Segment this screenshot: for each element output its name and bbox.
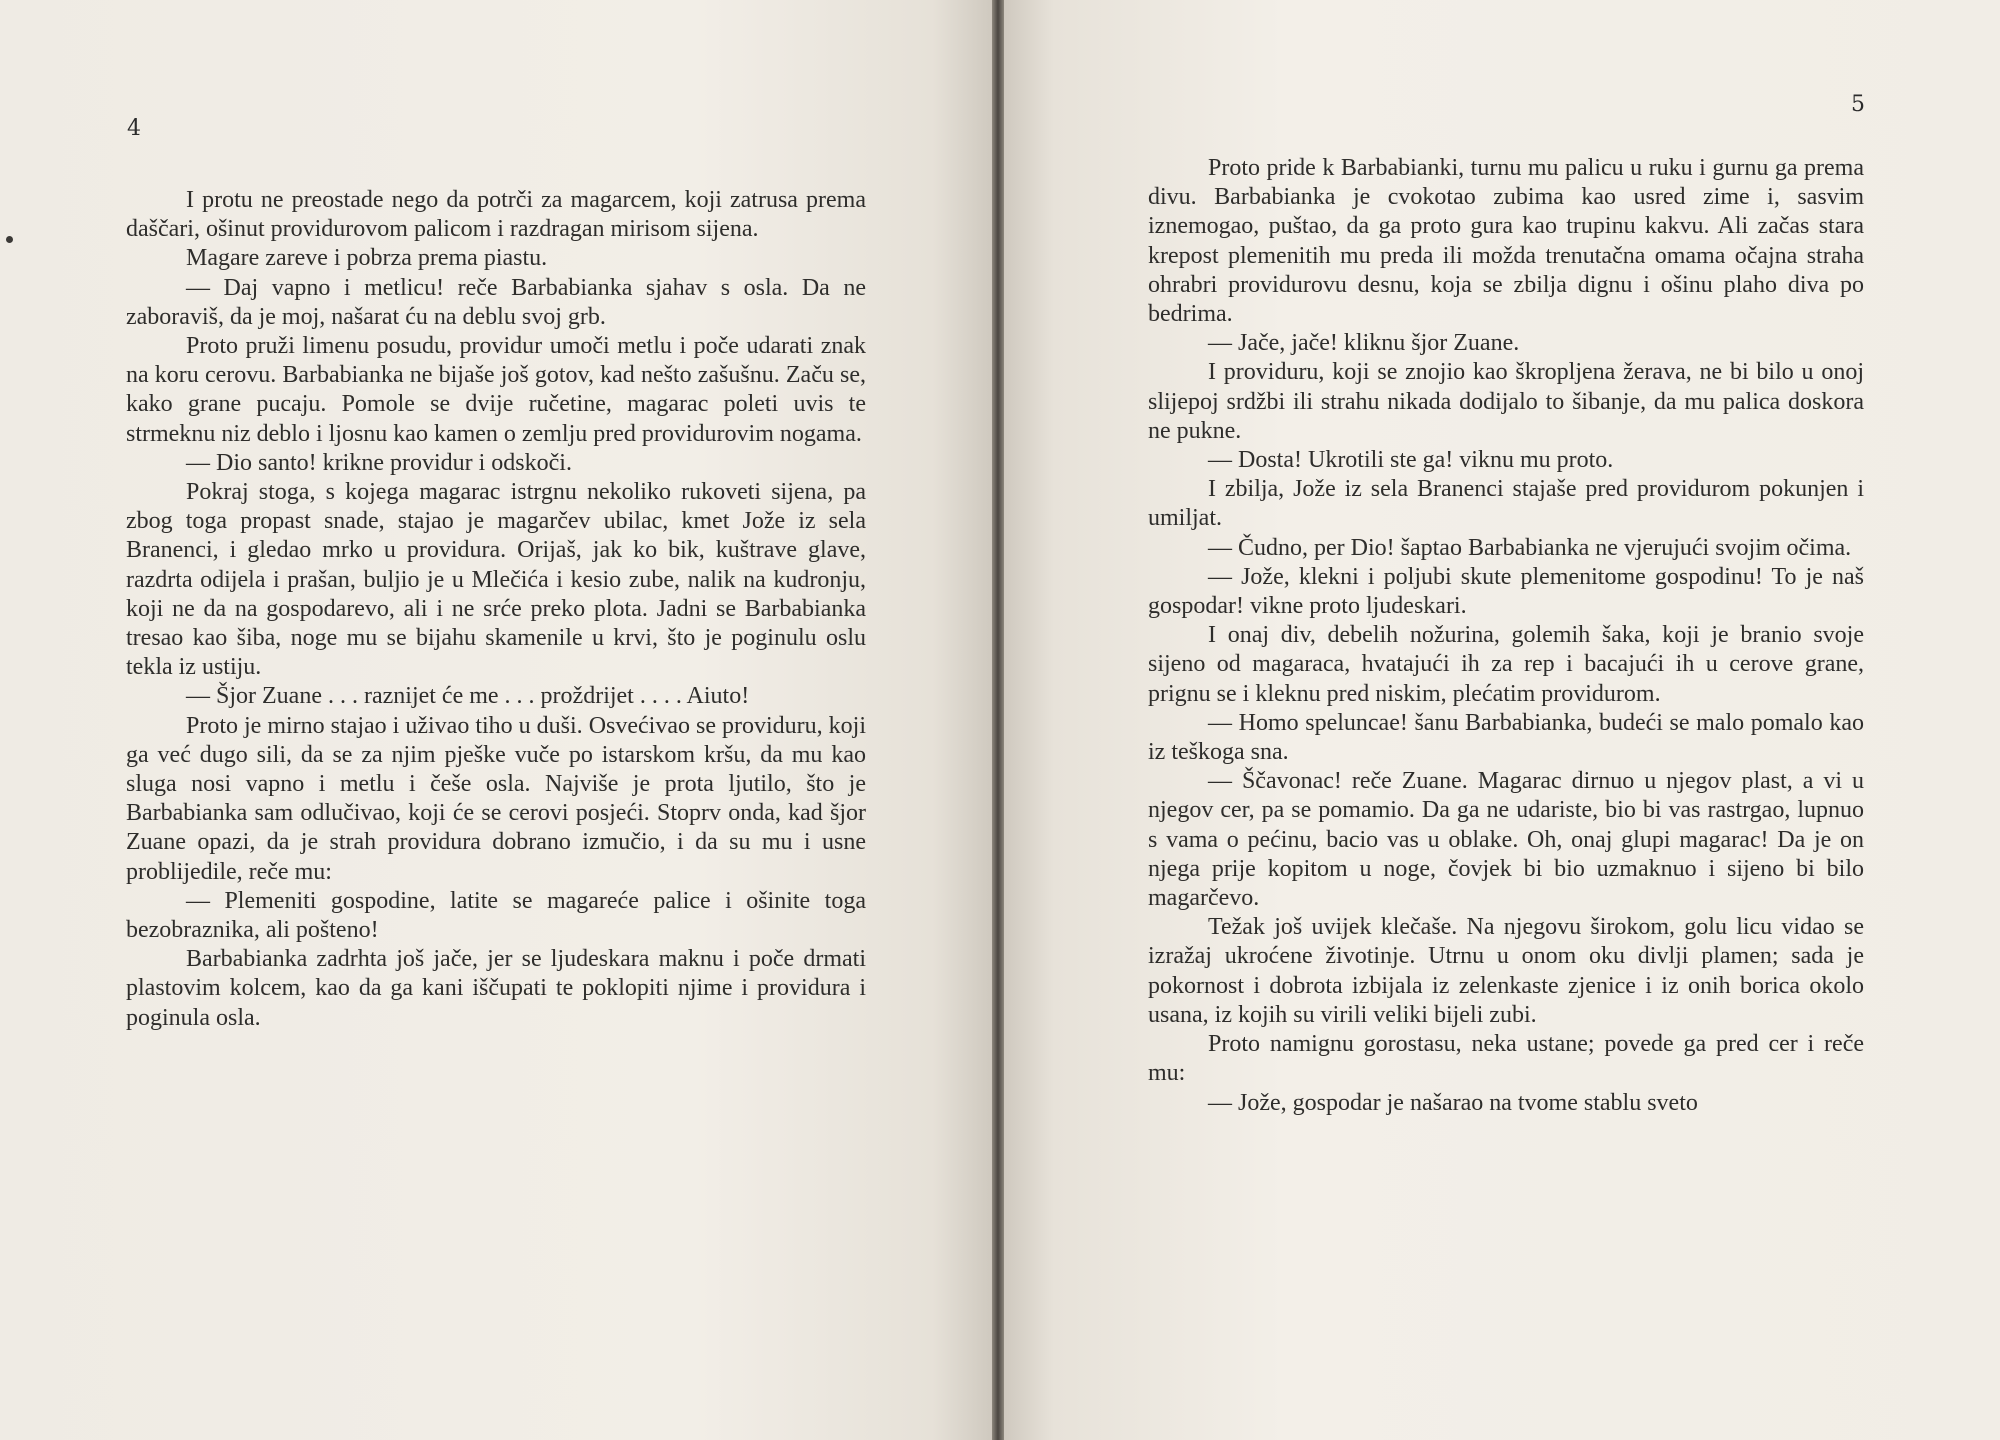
paragraph: — Jače, jače! kliknu šjor Zuane. (1208, 330, 1520, 357)
paragraph: I protu ne preostade nego da potrči za magarcem, koji zatrusa prema daščari, ošinut providurovom palicom i razdragan mirisom sijena. (126, 187, 866, 243)
book-gutter (992, 0, 1004, 1440)
paragraph: — Plemeniti gospodine, latite se magareće palice i ošinite toga bezobraznika, ali pošteno! (126, 887, 866, 944)
paragraph: Težak još uvijek klečaše. Na njegovu širokom, golu licu vidao se izražaj ukroćene životinje. Utrnu u onom oku divlji plamen; sada je pokornost i dobrota izbijala iz zelenkaste zjenice i iz onih borica okolo usana, iz kojih su virili veliki bijeli zubi. (1148, 914, 1864, 1028)
paragraph: — Čudno, per Dio! šaptao Barbabianka ne vjerujući svojim očima. (1208, 534, 1852, 561)
paragraph: — Dio santo! krikne providur i odskoči. (186, 449, 572, 476)
ink-speck (6, 236, 13, 243)
paragraph: I onaj div, debelih nožurina, golemih šaka, koji je branio svoje sijeno od magaraca, hvatajući ih za rep i bacajući ih u cerove grane, prignu se i kleknu pred niskim, plećatim providurom. (1148, 622, 1864, 707)
paragraph: Proto je mirno stajao i uživao tiho u duši. Osvećivao se providuru, koji ga već dugo sili, da se za njim pješke vuče po istarskom kršu, da mu kao sluga nosi vapno i metlu i češe osla. Najviše je prota ljutilo, što je Barbabianka sam odlučivao, koji će se cerovi posjeći. Stoprv onda, kad šjor Zuane opazi, da je strah providura dobrano izmučio, i da su mu i usne problijedile, reče mu: (126, 712, 866, 885)
paragraph: Proto pride k Barbabianki, turnu mu palicu u ruku i gurnu ga prema divu. Barbabianka je cvokotao zubima kao usred zime i, sasvim iznemogao, puštao, da ga proto gura kao trupinu kakvu. Ali začas stara krepost plemenitih mu preda ili možda trenutačna omama očajna straha ohrabri providurovu desnu, koja se zbilja dignu i ošinu plaho diva po bedrima. (1148, 155, 1864, 328)
paragraph: Pokraj stoga, s kojega magarac istrgnu nekoliko rukoveti sijena, pa zbog toga propast snade, stajao je magarčev ubilac, kmet Jože iz sela Branenci, i gledao mrko u providura. Orijaš, jak ko bik, kuštrave glave, razdrta odijela i prašan, buljio je u Mlečića i kesio zube, nalik na kudronju, koji ne da na gospodarevo, ali i ne srće preko plota. Jadni se Barbabianka tresao kao šiba, noge mu se bijahu skamenile u krvi, što je poginulu oslu tekla iz ustiju. (126, 479, 866, 681)
paragraph: — Ščavonac! reče Zuane. Magarac dirnuo u njegov plast, a vi u njegov cer, pa se pomamio. Da ga ne udariste, bio bi vas rastrgao, lupnuo s vama o pećinu, bacio vas u oblake. Oh, onaj glupi magarac! Da je on njega prije kopitom u noge, čovjek bi bio uzmaknuo i sijeno bi bilo magarčevo. (1148, 768, 1864, 912)
page-number-left: 4 (127, 116, 141, 141)
paragraph: — Homo speluncae! šanu Barbabianka, budeći se malo pomalo kao iz teškoga sna. (1148, 709, 1864, 766)
paragraph: — Jože, klekni i poljubi skute plemenitome gospodinu! To je naš gospodar! vikne proto ljudeskari. (1148, 563, 1864, 620)
paragraph: — Daj vapno i metlicu! reče Barbabianka sjahav s osla. Da ne zaboraviš, da je moj, našarat ću na deblu svoj grb. (126, 274, 866, 330)
page-number-right: 5 (1851, 92, 1865, 117)
right-page (1004, 0, 2000, 1440)
paragraph: — Dosta! Ukrotili ste ga! viknu mu proto. (1208, 447, 1614, 474)
paragraph: Proto namignu gorostasu, neka ustane; povede ga pred cer i reče mu: (1148, 1031, 1864, 1087)
paragraph: I zbilja, Jože iz sela Branenci stajaše pred providurom pokunjen i umiljat. (1148, 476, 1864, 532)
paragraph: Magare zareve i pobrza prema piastu. (186, 245, 548, 272)
paragraph: — Šjor Zuane . . . raznijet će me . . . proždrijet . . . . Aiuto! (186, 683, 750, 710)
paragraph: Barbabianka zadrhta još jače, jer se ljudeskara maknu i poče drmati plastovim kolcem, kao da ga kani iščupati te poklopiti njime i providura i poginula osla. (126, 946, 866, 1031)
right-page-text (1148, 154, 1864, 1118)
paragraph: — Jože, gospodar je našarao na tvome stablu sveto (1208, 1089, 1698, 1116)
paragraph: I providuru, koji se znojio kao škropljena žerava, ne bi bilo u onoj slijepoj srdžbi ili strahu nikada dodijalo to šibanje, da mu palica doskora ne pukne. (1148, 359, 1864, 444)
paragraph: Proto pruži limenu posudu, providur umoči metlu i poče udarati znak na koru cerovu. Barbabianka ne bijaše još gotov, kad nešto zašušnu. Začu se, kako grane pucaju. Pomole se dvije ručetine, magarac poleti uvis te strmeknu niz deblo i ljosnu kao kamen o zemlju pred providurovim nogama. (126, 333, 866, 447)
left-page-text (126, 186, 866, 1033)
left-page (0, 0, 992, 1440)
